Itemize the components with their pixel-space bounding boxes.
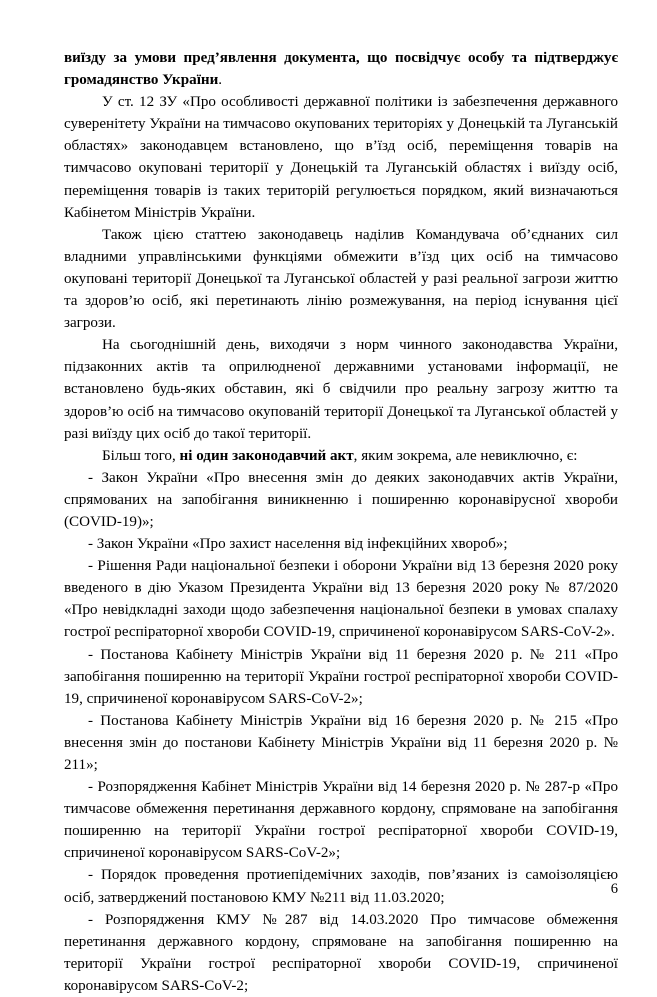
- list-item-cmu-resolution-215: - Постанова Кабінету Міністрів України від 16 березня 2020 р. № 215 «Про внесення змін до постанови Кабінету Міністрів України від 11 березня 2020 р. № 211»;: [64, 712, 618, 773]
- list-intro-prefix: Більш того,: [102, 447, 180, 464]
- paragraph-commander-powers: Також цією статтею законодавець наділив Командувача об’єднаних сил владними управлінськими функціями обмежити в’їзд цих осіб на тимчасово окуповані території Донецької та Луганської областей у разі реальної загрози життю та здоров’ю осіб, які перетинають лінію розмежування, на період існування цієї загрози.: [64, 226, 618, 332]
- list-item-law-infectious-diseases: - Закон України «Про захист населення від інфекційних хвороб»;: [88, 536, 508, 553]
- paragraph-list-intro: [64, 445, 618, 467]
- list-intro-suffix: , яким зокрема, але невиключно, є:: [353, 447, 578, 464]
- page-number: 6: [610, 881, 618, 897]
- paragraph-continuation: [64, 47, 618, 91]
- paragraph-article-12: У ст. 12 ЗУ «Про особливості державної політики із забезпечення державного суверенітету України на тимчасово окупованих територіях у Донецькій та Луганській областях» законодавцем встановлено, що в’їзд осіб, переміщення товарів на тимчасово окуповані території у Донецькій та Луганській областях і виїзду осіб, переміщення товарів із таких територій регулюється порядком, який визначаються Кабінетом Міністрів України.: [64, 94, 618, 221]
- list-intro-emphasis: ні один законодавчий акт: [179, 447, 354, 464]
- paragraph-current-legislation: На сьогоднішній день, виходячи з норм чинного законодавства України, підзаконних актів та оприлюдненої державними установами інформації, не встановлено будь-яких обставин, які б свідчили про реальну загрозу життю та здоров’ю осіб на тимчасово окупованій території Донецької та Луганської областей у разі виїзду цих осіб до такої території.: [64, 337, 618, 442]
- list-item-cmu-resolution-211: - Постанова Кабінету Міністрів України від 11 березня 2020 р. № 211 «Про запобігання поширенню на території України гострої респіраторної хвороби COVID-19, спричиненої коронавірусом SARS-CoV-2»;: [64, 646, 618, 707]
- list-item-nsdc-decision: - Рішення Ради національної безпеки і оборони України від 13 березня 2020 року введеного в дію Указом Президента України від 13 березня 2020 року № 87/2020 «Про невідкладні заходи щодо забезпечення національної безпеки в умовах спалаху гострої респіраторної хвороби COVID-19, спричиненої коронавірусом SARS-CoV-2».: [64, 558, 618, 641]
- document-body: [64, 47, 618, 997]
- list-item-law-amendments: - Закон України «Про внесення змін до деяких законодавчих актів України, спрямованих на запобігання виникненню і поширенню коронавірусної хвороби (COVID-19)»;: [64, 469, 618, 530]
- list-item-cmu-order-287: - Розпорядження КМУ №287 від 14.03.2020 Про тимчасове обмеження перетинання державного кордону, спрямоване на запобігання поширенню на території України гострої респіраторної хвороби COVID-19, спричиненої коронавірусом SARS-CoV-2;: [64, 911, 618, 994]
- bold-lead-in: виїзду за умови пред’явлення документа, що посвідчує особу та підтверджує громадянство України: [64, 50, 618, 89]
- list-item-cmu-order-287r: - Розпорядження Кабінет Міністрів України від 14 березня 2020 р. № 287-р «Про тимчасове обмеження перетинання державного кордону, спрямоване на запобігання поширенню на території України гострої респіраторної хвороби COVID-19, спричиненої коронавірусом SARS-CoV-2»;: [64, 779, 618, 862]
- paragraph-tail: .: [218, 72, 223, 89]
- list-item-self-isolation-procedure: - Порядок проведення протиепідемічних заходів, пов’язаних із самоізоляцією осіб, затверджений постановою КМУ №211 від 11.03.2020;: [64, 867, 618, 906]
